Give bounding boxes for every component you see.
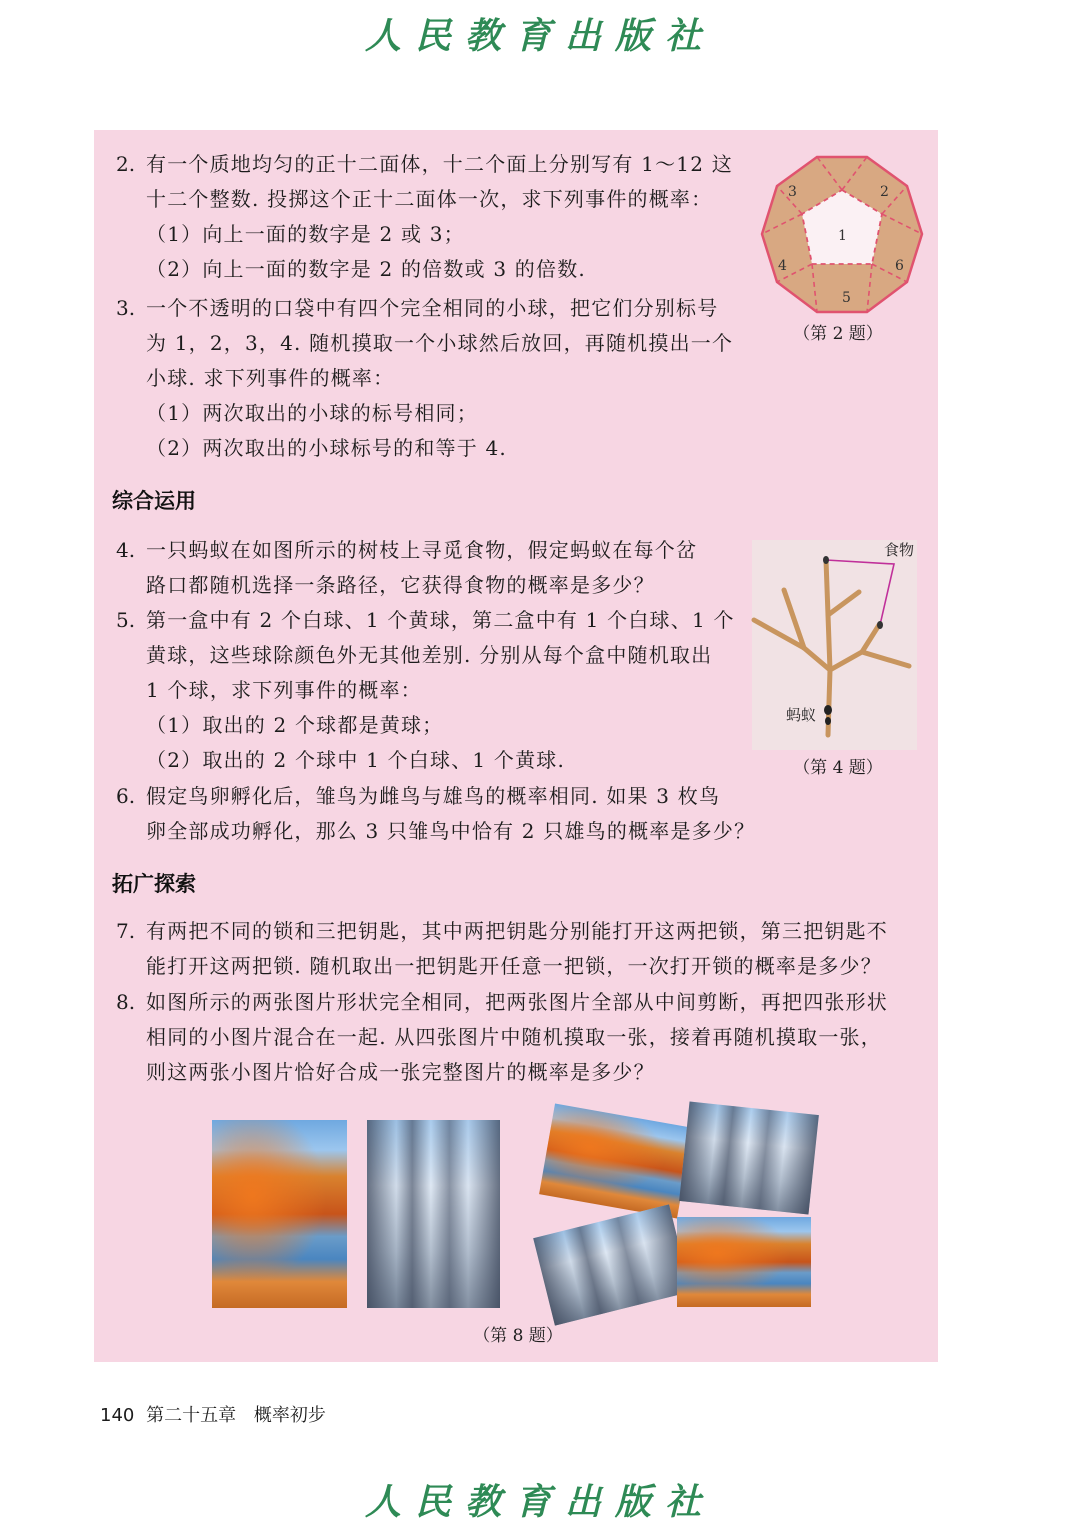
page-number: 140 (100, 1405, 135, 1426)
problem-7-number: 7. (116, 919, 136, 943)
chapter-number: 第二十五章 (146, 1405, 237, 1426)
section-heading-synthesis: 综合运用 (112, 489, 196, 513)
autumn-photo-top-half (539, 1104, 693, 1219)
skyscraper-photo-top-half (679, 1101, 819, 1214)
problem-2-number: 2. (116, 152, 136, 176)
publisher-watermark-bottom: 人民教育出版社 (364, 1481, 715, 1523)
problem-4-number: 4. (116, 538, 136, 562)
face-label-1: 1 (838, 228, 847, 244)
problem-6-text-line-2: 卵全部成功孵化，那么 3 只雏鸟中恰有 2 只雄鸟的概率是多少？ (146, 819, 756, 843)
page-footer (100, 1402, 326, 1430)
problem-8-number: 8. (116, 990, 136, 1014)
exercise-panel (94, 130, 938, 1362)
chapter-title: 概率初步 (253, 1405, 326, 1426)
problem-6-number: 6. (116, 784, 136, 808)
figure-caption-problem-2: （第 2 题） (793, 324, 883, 344)
problem-3-text-line-2: 为 1，2，3，4. 随机摸取一个小球然后放回，再随机摸出一个 (146, 331, 734, 355)
problem-5-text-line-1: 第一盒中有 2 个白球、1 个黄球，第二盒中有 1 个白球、1 个 (146, 608, 735, 632)
autumn-photo-bottom-half (677, 1217, 811, 1307)
problem-3-sub-2: （2）两次取出的小球标号的和等于 4. (146, 436, 507, 460)
tree-branch-figure (744, 530, 924, 752)
problem-5-number: 5. (116, 608, 136, 632)
ant-label: 蚂蚁 (786, 706, 817, 724)
problem-2-sub-1: （1）向上一面的数字是 2 或 3； (146, 222, 465, 246)
skyscraper-photo (367, 1120, 500, 1308)
problem-5-sub-2: （2）取出的 2 个球中 1 个白球、1 个黄球. (146, 748, 566, 772)
problem-5-text-line-2: 黄球，这些球除颜色外无其他差别. 分别从每个盒中随机取出 (146, 643, 713, 667)
problem-8-text-line-1: 如图所示的两张图片形状完全相同，把两张图片全部从中间剪断，再把四张形状 (146, 990, 888, 1014)
section-heading-explore: 拓广探索 (112, 872, 196, 896)
face-label-5: 5 (842, 290, 851, 306)
skyscraper-photo-bottom-half (533, 1204, 691, 1325)
problem-3-number: 3. (116, 296, 136, 320)
problem-8-text-line-3: 则这两张小图片恰好合成一张完整图片的概率是多少？ (146, 1060, 655, 1084)
face-label-2: 2 (880, 184, 889, 200)
problem-3-sub-1: （1）两次取出的小球的标号相同； (146, 401, 478, 425)
problem-8-text-line-2: 相同的小图片混合在一起. 从四张图片中随机摸取一张，接着再随机摸取一张， (146, 1025, 882, 1049)
figure-caption-problem-8: （第 8 题） (473, 1326, 563, 1346)
problem-2-text-line-2: 十二个整数. 投掷这个正十二面体一次，求下列事件的概率： (146, 187, 713, 211)
problem-5-sub-1: （1）取出的 2 个球都是黄球； (146, 713, 444, 737)
problem-2-sub-2: （2）向上一面的数字是 2 的倍数或 3 的倍数. (146, 257, 586, 281)
face-label-6: 6 (895, 258, 904, 274)
food-label: 食物 (884, 541, 915, 559)
problem-4-text-line-2: 路口都随机选择一条路径，它获得食物的概率是多少？ (146, 573, 655, 597)
face-label-4: 4 (778, 258, 787, 274)
face-label-3: 3 (788, 184, 797, 200)
problem-2-text-line-1: 有一个质地均匀的正十二面体，十二个面上分别写有 1～12 这 (146, 152, 733, 176)
problem-5-text-line-3: 1 个球，求下列事件的概率： (146, 678, 422, 702)
problem-3-text-line-3: 小球. 求下列事件的概率： (146, 366, 395, 390)
problem-3-text-line-1: 一个不透明的口袋中有四个完全相同的小球，把它们分别标号 (146, 296, 719, 320)
figure-caption-problem-4: （第 4 题） (793, 758, 883, 778)
problem-7-text-line-2: 能打开这两把锁. 随机取出一把钥匙开任意一把锁，一次打开锁的概率是多少？ (146, 954, 882, 978)
problem-7-text-line-1: 有两把不同的锁和三把钥匙，其中两把钥匙分别能打开这两把锁，第三把钥匙不 (146, 919, 888, 943)
dodecahedron-net-figure (758, 152, 926, 318)
problem-6-text-line-1: 假定鸟卵孵化后，雏鸟为雌鸟与雄鸟的概率相同. 如果 3 枚鸟 (146, 784, 721, 808)
problem-4-text-line-1: 一只蚂蚁在如图所示的树枝上寻觅食物，假定蚂蚁在每个岔 (146, 538, 698, 562)
publisher-watermark-top: 人民教育出版社 (364, 15, 715, 57)
autumn-lake-photo (212, 1120, 347, 1308)
